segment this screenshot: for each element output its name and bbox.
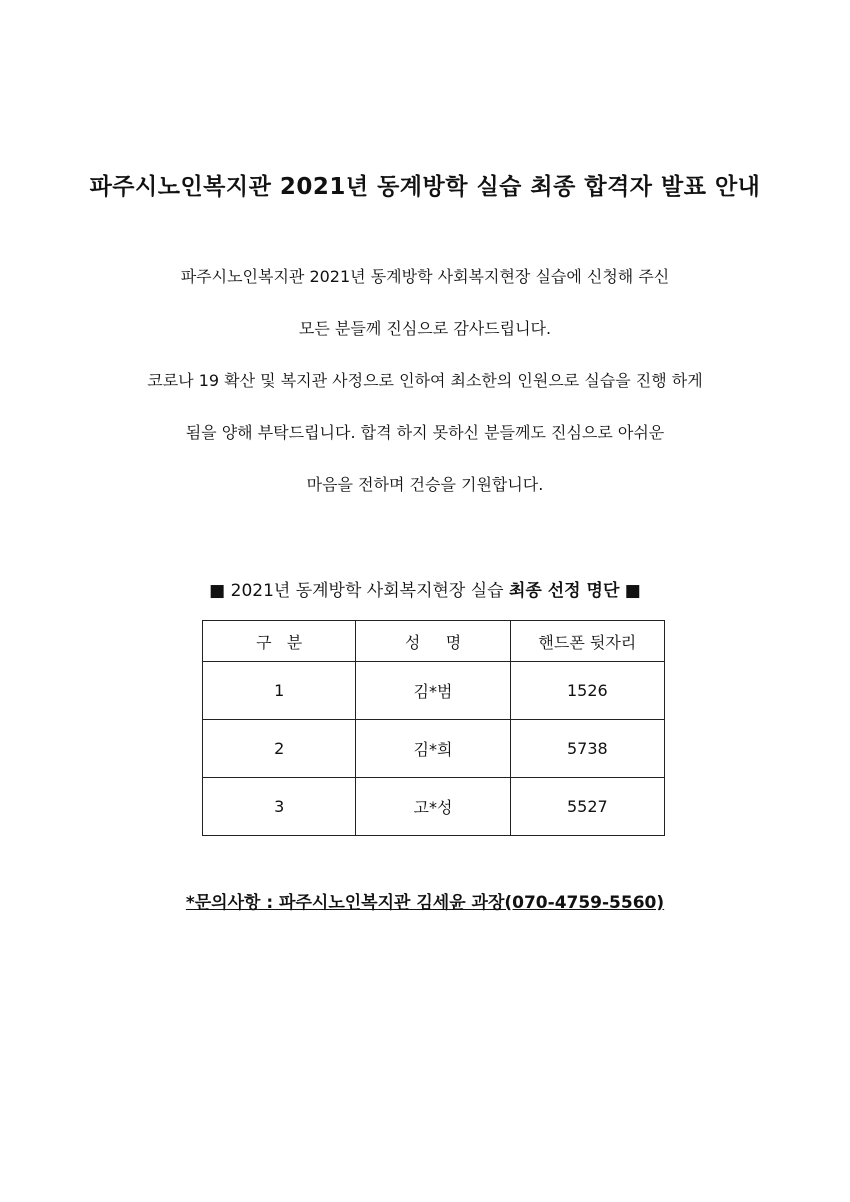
square-marker-left-icon: ■: [209, 581, 226, 601]
header-phone-suffix: 핸드폰 뒷자리: [510, 621, 664, 662]
table-row: [203, 720, 665, 778]
row-name: 고*성: [356, 778, 510, 836]
paragraph-line-2: 모든 분들께 진심으로 감사드립니다.: [298, 319, 552, 338]
row-phone-suffix: 1526: [510, 662, 664, 720]
section-heading-prefix: 2021년 동계방학 사회복지현장 실습: [230, 581, 504, 601]
header-name: 성 명: [356, 621, 510, 662]
paragraph-line-3: 코로나 19 확산 및 복지관 사정으로 인하여 최소한의 인원으로 실습을 진행 하게: [147, 371, 703, 390]
document-title: 파주시노인복지관 2021년 동계방학 실습 최종 합격자 발표 안내: [89, 174, 761, 200]
header-category: 구 분: [203, 621, 356, 662]
row-number: 1: [203, 662, 356, 720]
table-row: [203, 662, 665, 720]
table-header-row: [203, 621, 665, 662]
results-table: [202, 620, 665, 836]
square-marker-right-icon: ■: [624, 581, 641, 601]
row-number: 2: [203, 720, 356, 778]
section-heading-bold: 최종 선정 명단: [509, 581, 620, 601]
paragraph-line-4: 됨을 양해 부탁드립니다. 합격 하지 못하신 분들께도 진심으로 아쉬운: [185, 423, 665, 442]
paragraph-line-5: 마음을 전하며 건승을 기원합니다.: [306, 475, 544, 494]
contact-info: *문의사항 : 파주시노인복지관 김세윤 과장(070-4759-5560): [185, 893, 665, 913]
section-heading: [0, 576, 850, 601]
row-name: 김*희: [356, 720, 510, 778]
table-row: [203, 778, 665, 836]
paragraph-line-1: 파주시노인복지관 2021년 동계방학 사회복지현장 실습에 신청해 주신: [180, 267, 670, 286]
row-name: 김*범: [356, 662, 510, 720]
row-phone-suffix: 5738: [510, 720, 664, 778]
row-phone-suffix: 5527: [510, 778, 664, 836]
row-number: 3: [203, 778, 356, 836]
